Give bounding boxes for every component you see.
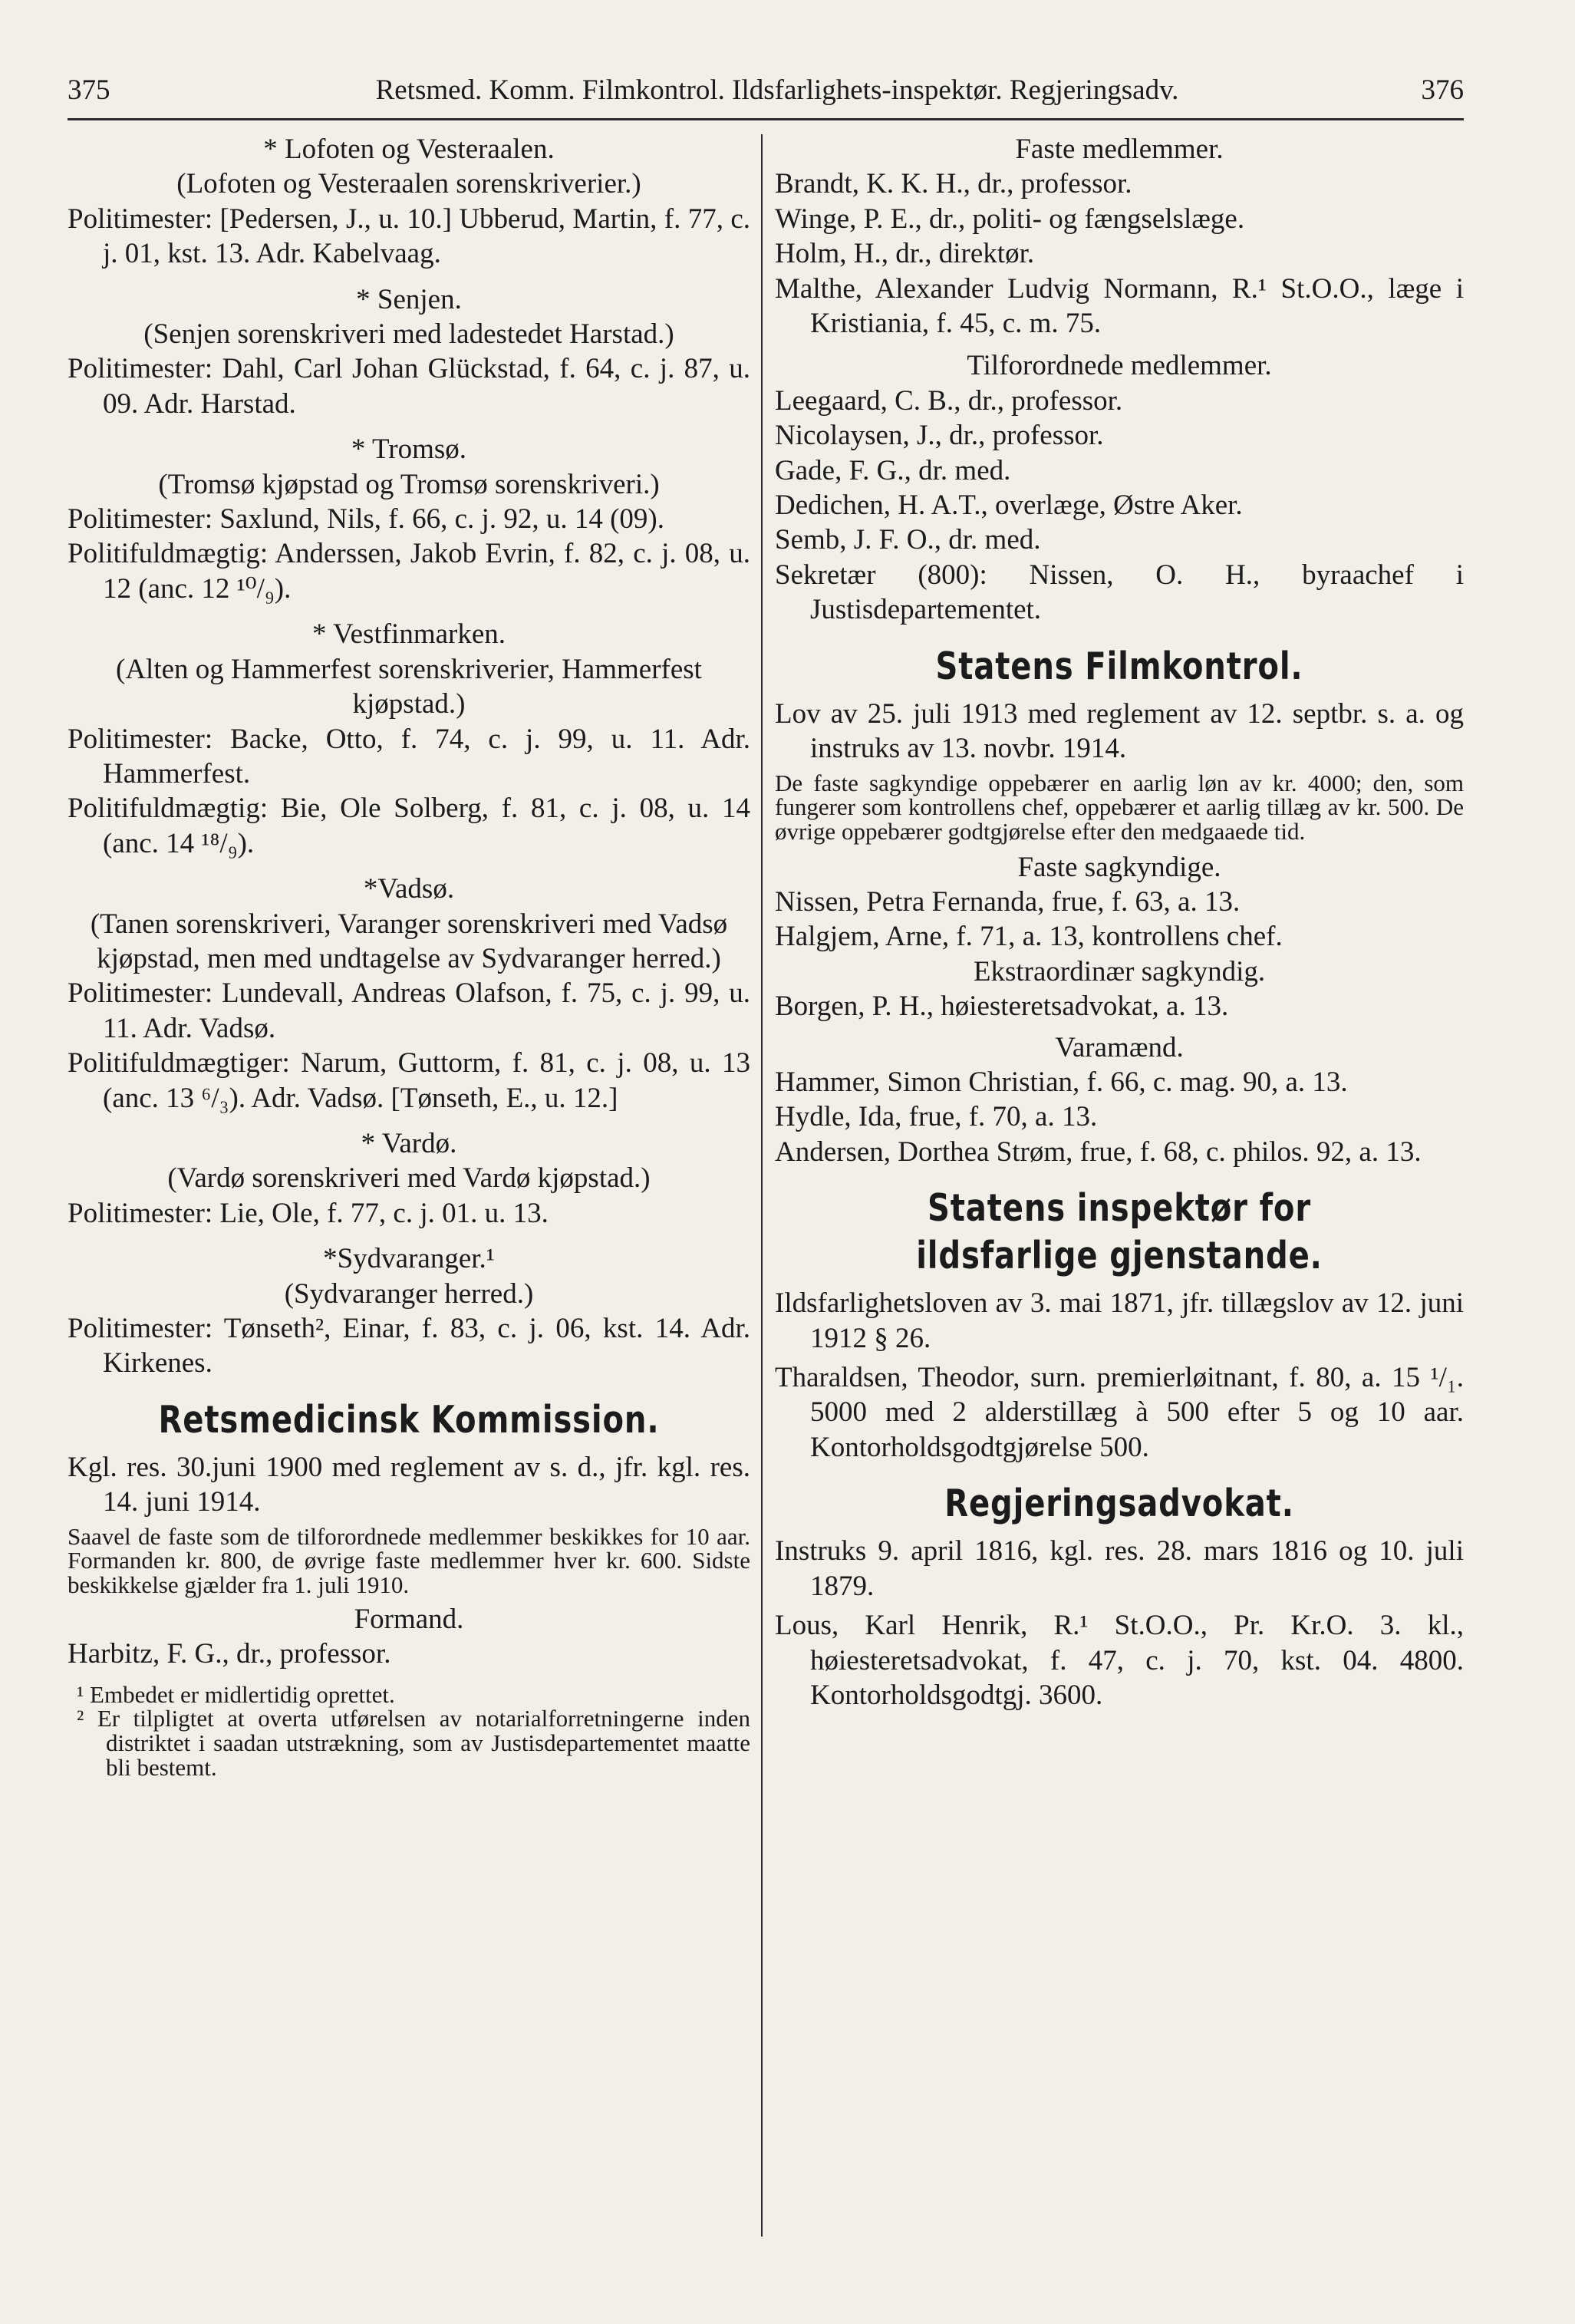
header-rule <box>68 118 1464 120</box>
section-heading: *Sydvaranger.¹ <box>323 1243 495 1275</box>
police-chief-entry: Politimester: Lie, Ole, f. 77, c. j. 01. u. 13. <box>68 1197 549 1229</box>
police-chief-entry: Politimester: Lundevall, Andreas Olafson, f. 75, c. j. 99, u. 11. Adr. Vadsø. <box>68 977 750 1044</box>
police-deputy-entry: Politifuldmægtig: Anderssen, Jakob Evrin, f. 82, c. j. 08, u. 12 (anc. 12 ¹⁰/₉). <box>68 538 750 605</box>
police-chief-entry: Politimester: [Pedersen, J., u. 10.] Ubberud, Martin, f. 77, c. j. 01, kst. 13. Adr. Kabelvaag. <box>68 203 750 270</box>
law-text: Instruks 9. april 1816, kgl. res. 28. mars 1816 og 10. juli 1879. <box>775 1535 1464 1602</box>
section-heading: * Tromsø. <box>351 433 467 466</box>
page-number-left: 375 <box>68 74 110 106</box>
member-entry: Holm, H., dr., direktør. <box>775 238 1035 270</box>
role-label: Faste sagkyndige. <box>1017 851 1221 883</box>
member-entry: Nissen, Petra Fernanda, frue, f. 63, a. 13. <box>775 886 1241 918</box>
member-entry: Halgjem, Arne, f. 71, a. 13, kontrollens chef. <box>775 921 1283 953</box>
member-entry: Andersen, Dorthea Strøm, frue, f. 68, c. philos. 92, a. 13. <box>775 1136 1422 1168</box>
section-subheading: (Sydvaranger herred.) <box>284 1277 534 1310</box>
section-subheading: (Tanen sorenskriveri, Varanger sorenskriveri med Vadsø kjøpstad, men med undtagelse av Sydvaranger herred.) <box>90 908 728 974</box>
member-entry: Tharaldsen, Theodor, surn. premierløitnant, f. 80, a. 15 ¹/₁. 5000 med 2 alderstillæg à 500 efter 5 og 10 aar. Kontorholdsgodtgjørelse 500. <box>775 1362 1464 1463</box>
police-chief-entry: Politimester: Saxlund, Nils, f. 66, c. j. 92, u. 14 (09). <box>68 503 664 536</box>
member-entry: Borgen, P. H., høiesteretsadvokat, a. 13. <box>775 991 1229 1023</box>
notice-text: De faste sagkyndige oppebærer en aarlig løn av kr. 4000; den, som fungerer som kontrollens chef, oppebærer et aarlig tillæg av kr. 500. De øvrige oppebærer godtgjørelse efter den medgaaede tid. <box>775 769 1464 845</box>
column-divider <box>761 134 763 2237</box>
law-text: Ildsfarlighetsloven av 3. mai 1871, jfr. tillægslov av 12. juni 1912 § 26. <box>775 1287 1464 1354</box>
section-heading: * Lofoten og Vesteraalen. <box>263 134 555 165</box>
role-label: Ekstraordinær sagkyndig. <box>973 955 1266 987</box>
section-heading: * Senjen. <box>356 283 462 315</box>
police-chief-entry: Politimester: Dahl, Carl Johan Glückstad, f. 64, c. j. 87, u. 09. Adr. Harstad. <box>68 353 750 420</box>
role-label: Formand. <box>354 1603 464 1635</box>
member-entry: Hammer, Simon Christian, f. 66, c. mag. 90, a. 13. <box>775 1066 1348 1099</box>
footnote: ¹ Embedet er midlertidig oprettet. <box>77 1680 395 1708</box>
section-subheading: (Alten og Hammerfest sorenskriverier, Hammerfest kjøpstad.) <box>116 653 702 720</box>
police-chief-entry: Politimester: Backe, Otto, f. 74, c. j. 99, u. 11. Adr. Hammerfest. <box>68 723 750 790</box>
section-title-retsmed: Retsmedicinsk Kommission. <box>158 1397 660 1442</box>
police-deputy-entry: Politifuldmægtiger: Narum, Guttorm, f. 81, c. j. 08, u. 13 (anc. 13 ⁶/₃). Adr. Vadsø. [Tønseth, E., u. 12.] <box>68 1047 750 1114</box>
role-label: Faste medlemmer. <box>1015 134 1224 165</box>
role-label: Varamænd. <box>1055 1031 1184 1063</box>
police-deputy-entry: Politifuldmægtig: Bie, Ole Solberg, f. 81, c. j. 08, u. 14 (anc. 14 ¹⁸/₉). <box>68 793 750 859</box>
page-number-right: 376 <box>1421 74 1464 106</box>
section-subheading: (Tromsø kjøpstad og Tromsø sorenskriveri.) <box>158 468 660 500</box>
secretary-entry: Sekretær (800): Nissen, O. H., byraachef i Justisdepartementet. <box>775 559 1464 626</box>
member-entry: Winge, P. E., dr., politi- og fængselslæge. <box>775 203 1245 235</box>
notice-text: Saavel de faste som de tilforordnede medlemmer beskikkes for 10 aar. Formanden kr. 800, de øvrige faste medlemmer hver kr. 600. Sidste beskikkelse gjælder fra 1. juli 1910. <box>68 1522 750 1599</box>
role-label: Tilforordnede medlemmer. <box>967 350 1272 382</box>
section-title-ildsfarlige: Statens inspektør for ildsfarlige gjenstande. <box>916 1186 1323 1278</box>
member-entry: Hydle, Ida, frue, f. 70, a. 13. <box>775 1101 1098 1133</box>
law-text: Lov av 25. juli 1913 med reglement av 12. septbr. s. a. og instruks av 13. novbr. 1914. <box>775 697 1464 765</box>
section-heading: *Vadsø. <box>363 873 455 905</box>
member-entry: Malthe, Alexander Ludvig Normann, R.¹ St.O.O., læge i Kristiania, f. 45, c. m. 75. <box>775 272 1464 340</box>
member-entry: Brandt, K. K. H., dr., professor. <box>775 168 1132 200</box>
section-title-filmkontrol: Statens Filmkontrol. <box>935 644 1303 688</box>
member-entry: Semb, J. F. O., dr. med. <box>775 524 1041 556</box>
left-column <box>68 132 750 1779</box>
page-header <box>68 68 1464 114</box>
section-heading: * Vardø. <box>361 1127 457 1159</box>
section-subheading: (Vardø sorenskriveri med Vardø kjøpstad.) <box>167 1162 651 1195</box>
member-entry: Lous, Karl Henrik, R.¹ St.O.O., Pr. Kr.O. 3. kl., høiesteretsadvokat, f. 47, c. j. 70, kst. 04. 4800. Kontorholdsgodtgj. 3600. <box>775 1610 1464 1711</box>
member-entry: Gade, F. G., dr. med. <box>775 454 1011 486</box>
decree-text: Kgl. res. 30.juni 1900 med reglement av s. d., jfr. kgl. res. 14. juni 1914. <box>68 1451 750 1518</box>
section-subheading: (Lofoten og Vesteraalen sorenskriverier.) <box>176 168 641 200</box>
section-title-regjeringsadvokat: Regjeringsadvokat. <box>944 1482 1294 1526</box>
section-subheading: (Senjen sorenskriveri med ladestedet Harstad.) <box>143 318 674 351</box>
member-entry: Dedichen, H. A.T., overlæge, Østre Aker. <box>775 490 1243 522</box>
right-column <box>775 132 1464 1713</box>
section-heading: * Vestfinmarken. <box>311 618 506 651</box>
member-entry: Nicolaysen, J., dr., professor. <box>775 420 1104 452</box>
footnote: ² Er tilpligtet at overta utførelsen av notarialforretningerne inden distriktet i saadan utstrækning, som av Justisdepartementet maatte bli bestemt. <box>77 1705 750 1781</box>
member-entry: Harbitz, F. G., dr., professor. <box>68 1638 391 1670</box>
running-title: Retsmed. Komm. Filmkontrol. Ildsfarlighets-inspektør. Regjeringsadv. <box>375 74 1179 106</box>
member-entry: Leegaard, C. B., dr., professor. <box>775 384 1123 417</box>
police-chief-entry: Politimester: Tønseth², Einar, f. 83, c. j. 06, kst. 14. Adr. Kirkenes. <box>68 1313 750 1380</box>
